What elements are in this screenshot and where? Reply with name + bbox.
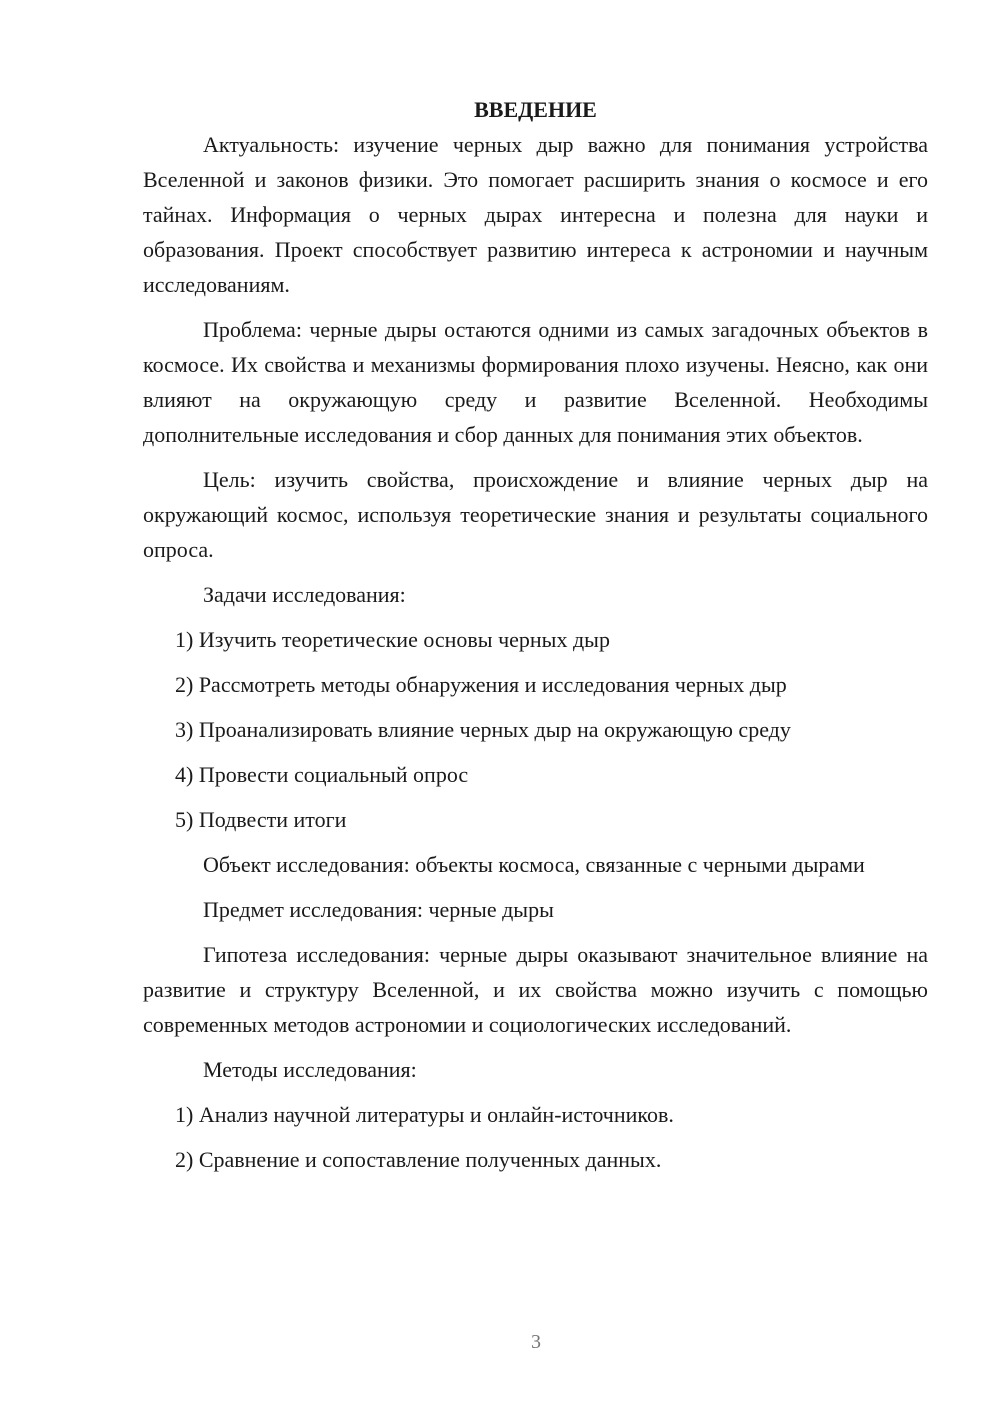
subject-paragraph: Предмет исследования: черные дыры <box>203 897 554 922</box>
list-item: 5) Подвести итоги <box>175 807 347 832</box>
list-item: 2) Рассмотреть методы обнаружения и исследования черных дыр <box>175 672 787 697</box>
list-item: 1) Анализ научной литературы и онлайн-источников. <box>175 1102 674 1127</box>
goal-paragraph: Цель: изучить свойства, происхождение и влияние черных дыр на окружающий космос, используя теоретические знания и результаты социального опроса. <box>143 467 928 562</box>
methods-list <box>143 1097 928 1177</box>
methods-heading: Методы исследования: <box>203 1057 417 1082</box>
page-number: 3 <box>531 1331 541 1353</box>
list-item: 3) Проанализировать влияние черных дыр на окружающую среду <box>175 717 791 742</box>
list-item: 4) Провести социальный опрос <box>175 762 469 787</box>
hypothesis-paragraph: Гипотеза исследования: черные дыры оказывают значительное влияние на развитие и структуру Вселенной, и их свойства можно изучить с помощью современных методов астрономии и социологических исследований. <box>143 942 928 1037</box>
list-item: 1) Изучить теоретические основы черных дыр <box>175 627 610 652</box>
tasks-heading: Задачи исследования: <box>203 582 406 607</box>
list-item: 2) Сравнение и сопоставление полученных данных. <box>175 1147 662 1172</box>
relevance-paragraph: Актуальность: изучение черных дыр важно для понимания устройства Вселенной и законов физики. Это помогает расширить знания о космосе и его тайнах. Информация о черных дырах интересна и полезна для науки и образования. Проект способствует развитию интереса к астрономии и научным исследованиям. <box>143 132 928 297</box>
object-paragraph: Объект исследования: объекты космоса, связанные с черными дырами <box>203 852 865 877</box>
problem-paragraph: Проблема: черные дыры остаются одними из самых загадочных объектов в космосе. Их свойства и механизмы формирования плохо изучены. Неясно, как они влияют на окружающую среду и развитие Вселенной. Необходимы дополнительные исследования и сбор данных для понимания этих объектов. <box>143 317 928 447</box>
page-title: ВВЕДЕНИЕ <box>474 97 597 122</box>
tasks-list <box>143 622 928 837</box>
document-page <box>143 92 928 1187</box>
